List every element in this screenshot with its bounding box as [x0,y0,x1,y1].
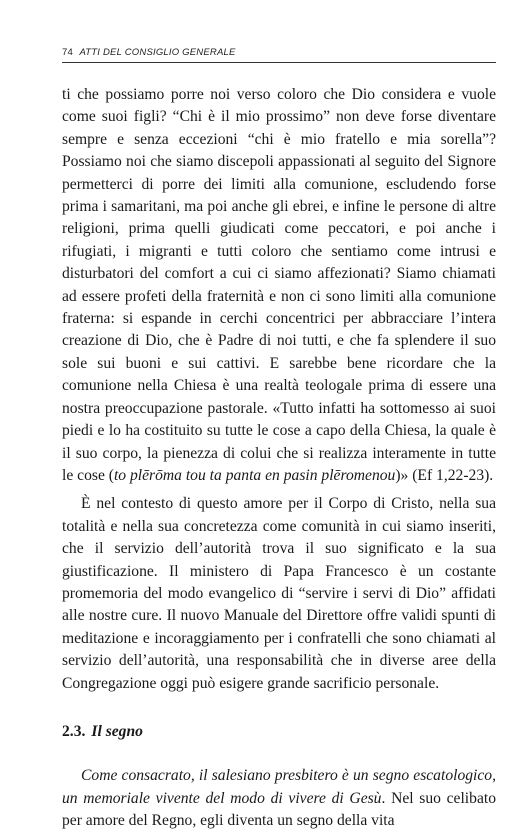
paragraph-1-text: ti che possiamo porre noi verso coloro che Dio considera e vuole come suoi figli? “Chi è il mio prossimo” non deve forse diventare sempre e senza eccezioni “chi è mio fratello e mia sorella”? Possiamo noi che siamo discepoli appassionati al seguito del Signore permetterci di porre dei limiti alla comunione, escludendo forse prima i samaritani, ma poi anche gli ebrei, e infine le persone di altre religioni, prima quelli giudicati come peccatori, e poi anche i rifugiati, i migranti e tutti coloro che sentiamo come intrusi e disturbatori del comfort a cui ci siamo affezionati? Siamo chiamati ad essere profeti della fraternità e non ci sono limiti alla comunione fraterna: si espande in cerchi concentrici per abbracciare l’intera creazione di Dio, che è Padre di noi tutti, e che fa splendere il suo sole sui buoni e sui cattivi. E sarebbe bene ricordare che la comunione nella Chiesa è una realtà teologale prima di essere una nostra preoccupazione pastorale. «Tutto infatti ha sottomesso ai suoi piedi e lo ha costituito su tutte le cose a capo della Chiesa, la quale è il suo corpo, la pienezza di colui che si realizza interamente in tutte le cose ( [62,86,496,484]
paragraph-3-text: . Nel suo celibato per amore del Regno, egli diventa un segno della vita [62,789,496,830]
running-title: ATTI DEL CONSIGLIO GENERALE [79,47,236,58]
greek-citation: to plērōma tou ta panta en pasin plēromenou [113,466,396,484]
header-rule [62,62,496,63]
paragraph-1 [62,84,496,487]
section-title: Il segno [91,722,143,740]
page-body [62,84,496,833]
section-number: 2.3. [62,722,86,740]
page-number: 74 [62,47,73,58]
section-heading [62,721,496,743]
paragraph-1-tail: )» (Ef 1,22-23). [395,466,494,484]
running-head [62,47,464,58]
paragraph-2: È nel contesto di questo amore per il Corpo di Cristo, nella sua totalità e nella sua concretezza come comunità in cui siamo inseriti, che il servizio dell’autorità trova il suo significato e la sua giustificazione. Il ministero di Papa Francesco è un costante promemoria del modo evangelico di “servire i servi di Dio” affidati alle nostre cure. Il nuovo Manuale del Direttore offre validi spunti di meditazione e incoraggiamento per i confratelli che sono chiamati al servizio dell’autorità, una responsabilità che in diverse aree della Congregazione oggi può esigere grande sacrificio personale. [62,495,496,692]
paragraph-3 [62,765,496,832]
paragraph-3-italic: Come consacrato, il salesiano presbitero è un segno escatologico, un memoriale vivente del modo di vivere di Gesù [62,767,496,807]
